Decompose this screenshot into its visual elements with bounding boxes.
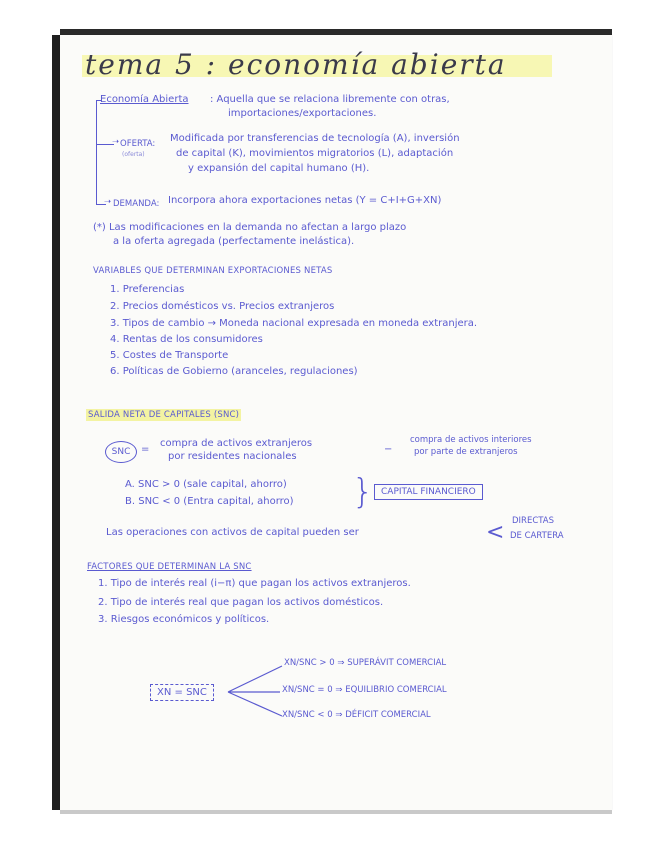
note-line-2: a la oferta agregada (perfectamente inelástica). — [113, 236, 355, 247]
option-directas: DIRECTAS — [512, 516, 555, 526]
option-de-cartera: DE CARTERA — [510, 531, 564, 541]
xn-snc-box: XN = SNC — [150, 684, 214, 701]
factores-heading: FACTORES QUE DETERMINAN LA SNC — [87, 562, 252, 572]
demanda-text: Incorpora ahora exportaciones netas (Y = C+I+G+XN) — [168, 195, 442, 206]
variables-item: 1. Preferencias — [110, 284, 185, 295]
snc-term-a-line-1: compra de activos extranjeros — [160, 438, 313, 449]
definition-line-1: : Aquella que se relaciona libremente con otras, — [210, 94, 450, 105]
oferta-line-3: y expansión del capital humano (H). — [188, 163, 370, 174]
snc-term-b-line-1: compra de activos interiores — [410, 435, 532, 445]
arrow-head: ➝ — [112, 137, 120, 147]
page-title: tema 5 : economía abierta — [85, 48, 507, 81]
oferta-line-2: de capital (K), movimientos migratorios (L), adaptación — [176, 148, 454, 159]
oferta-note: (oferta) — [122, 151, 145, 158]
less-than-branch: < — [486, 520, 505, 545]
snc-case-b: B. SNC < 0 (Entra capital, ahorro) — [125, 496, 294, 507]
branch-equilibrio: XN/SNC = 0 ⇒ EQUILIBRIO COMERCIAL — [282, 685, 447, 695]
snc-term-a-line-2: por residentes nacionales — [168, 451, 297, 462]
factores-item: 1. Tipo de interés real (i−π) que pagan los activos extranjeros. — [98, 578, 411, 589]
snc-minus: − — [384, 444, 393, 455]
branch-superavit: XN/SNC > 0 ⇒ SUPERÁVIT COMERCIAL — [284, 658, 447, 668]
paper-left-edge — [52, 35, 60, 810]
snc-heading: SALIDA NETA DE CAPITALES (SNC) — [88, 410, 240, 420]
factores-item: 3. Riesgos económicos y políticos. — [98, 614, 270, 625]
variables-item: 6. Políticas de Gobierno (aranceles, regulaciones) — [110, 366, 358, 377]
capital-financiero-box: CAPITAL FINANCIERO — [374, 484, 483, 500]
branch-lines — [226, 660, 286, 720]
oferta-line-1: Modificada por transferencias de tecnología (A), inversión — [170, 133, 460, 144]
variables-item: 2. Precios domésticos vs. Precios extranjeros — [110, 301, 335, 312]
term-economia-abierta: Economía Abierta — [100, 94, 189, 105]
variables-item: 4. Rentas de los consumidores — [110, 334, 263, 345]
branch-deficit: XN/SNC < 0 ⇒ DÉFICIT COMERCIAL — [282, 710, 431, 720]
operations-text: Las operaciones con activos de capital pueden ser — [106, 527, 359, 538]
variables-item: 5. Costes de Transporte — [110, 350, 229, 361]
note-line-1: (*) Las modificaciones en la demanda no afectan a largo plazo — [93, 222, 407, 233]
oferta-label: OFERTA: — [120, 139, 156, 149]
definition-line-2: importaciones/exportaciones. — [228, 108, 377, 119]
variables-item: 3. Tipos de cambio → Moneda nacional expresada en moneda extranjera. — [110, 318, 478, 329]
paper-bottom-edge — [60, 810, 612, 814]
arrow-head: ➝ — [104, 197, 112, 207]
snc-circle: SNC — [105, 441, 137, 463]
demanda-label: DEMANDA: — [113, 199, 160, 209]
snc-case-a: A. SNC > 0 (sale capital, ahorro) — [125, 479, 287, 490]
snc-equals: = — [141, 444, 150, 455]
curly-brace: } — [352, 472, 374, 512]
factores-item: 2. Tipo de interés real que pagan los activos domésticos. — [98, 597, 384, 608]
variables-heading: VARIABLES QUE DETERMINAN EXPORTACIONES NETAS — [93, 266, 333, 276]
bracket-line — [96, 100, 97, 204]
snc-term-b-line-2: por parte de extranjeros — [414, 447, 518, 457]
